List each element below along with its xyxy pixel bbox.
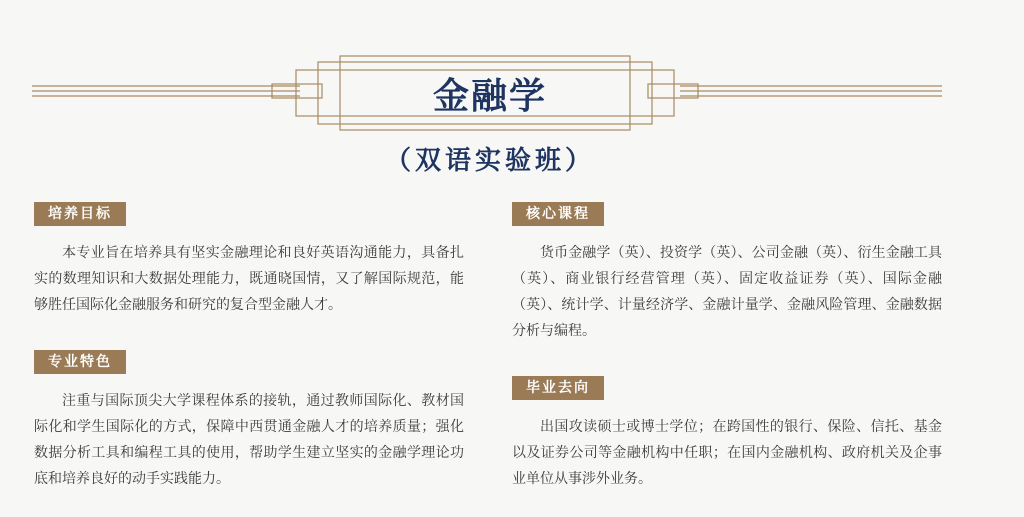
section-label-features: 专业特色 xyxy=(34,350,126,374)
section-text-career: 出国攻读硕士或博士学位；在跨国性的银行、保险、信托、基金以及证券公司等金融机构中任职；在国内金融机构、政府机关及企事业单位从事涉外业务。 xyxy=(512,419,942,487)
section-career xyxy=(512,376,942,492)
page-title: 金融学 xyxy=(432,74,547,117)
section-core-courses xyxy=(512,202,942,344)
section-text-features: 注重与国际顶尖大学课程体系的接轨，通过教师国际化、教材国际化和学生国际化的方式，保障中西贯通金融人才的培养质量；强化数据分析工具和编程工具的使用，帮助学生建立坚实的金融学理论功底和培养良好的动手实践能力。 xyxy=(34,393,464,487)
section-label-career: 毕业去向 xyxy=(512,376,604,400)
section-label-training-goal: 培养目标 xyxy=(34,202,126,226)
section-text-training-goal: 本专业旨在培养具有坚实金融理论和良好英语沟通能力，具备扎实的数理知识和大数据处理能力，既通晓国情，又了解国际规范，能够胜任国际化金融服务和研究的复合型金融人才。 xyxy=(34,245,464,313)
section-label-core-courses: 核心课程 xyxy=(512,202,604,226)
page-subtitle: （双语实验班） xyxy=(384,145,595,176)
section-training-goal xyxy=(34,202,464,318)
section-features xyxy=(34,350,464,492)
section-text-core-courses: 货币金融学（英）、投资学（英）、公司金融（英）、衍生金融工具（英）、商业银行经营管理（英）、固定收益证券（英）、国际金融（英）、统计学、计量经济学、金融计量学、金融风险管理、金融数据分析与编程。 xyxy=(512,245,942,339)
